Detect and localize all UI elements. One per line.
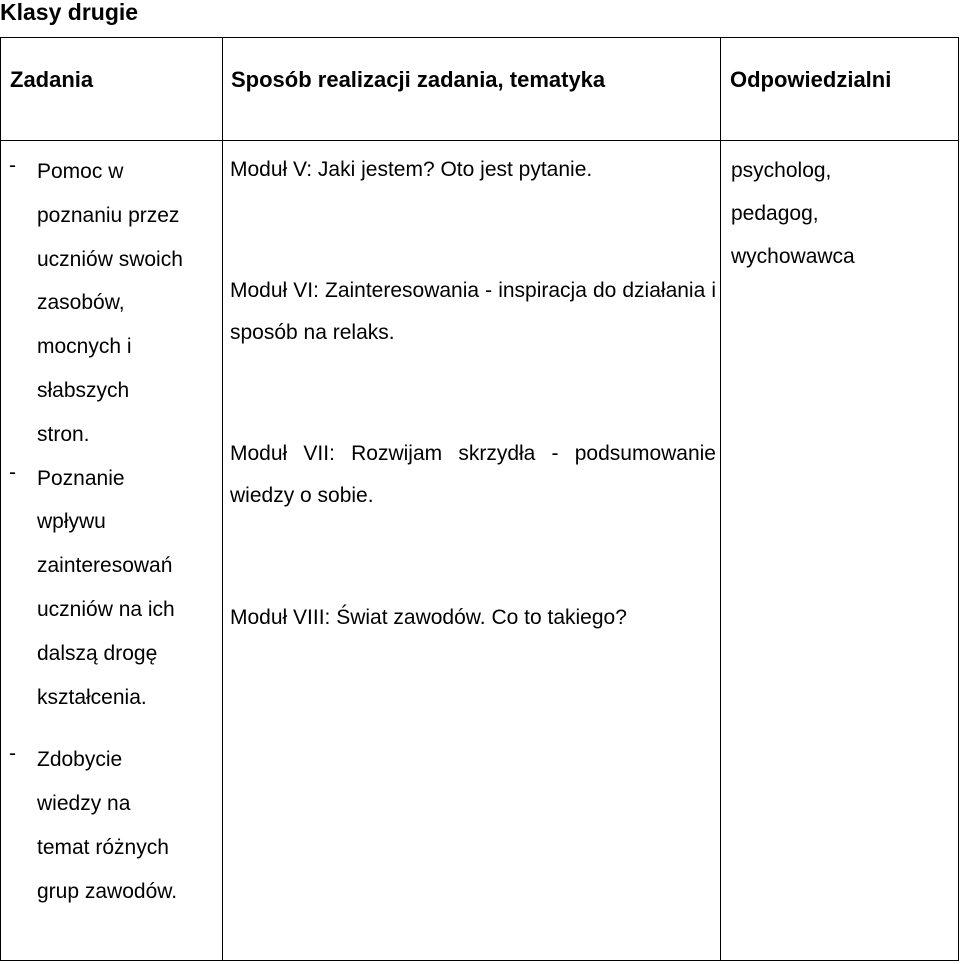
- page-title: Klasy drugie: [0, 0, 139, 25]
- task-line: Zdobycie: [37, 748, 123, 772]
- task-line: grup zawodów.: [37, 879, 178, 903]
- module-text: Moduł VI: Zainteresowania - inspiracja do działania i sposób na relaks.: [230, 279, 716, 344]
- bullet-dash: -: [9, 460, 16, 484]
- task-line: dalszą drogę: [37, 641, 158, 665]
- task-line: stron.: [37, 422, 90, 446]
- task-line: uczniów na ich: [37, 597, 175, 621]
- responsible-item: pedagog,: [731, 202, 819, 225]
- task-line: temat różnych: [37, 835, 169, 859]
- column-divider: [222, 38, 223, 960]
- task-item: [9, 150, 214, 457]
- task-line: Pomoc w: [37, 160, 124, 183]
- header-responsible: Odpowiedzialni: [730, 67, 892, 92]
- module-text: Moduł VIII: Świat zawodów. Co to takiego?: [230, 606, 627, 629]
- task-item: [9, 738, 214, 913]
- task-line: mocnych i: [37, 335, 132, 359]
- task-line: słabszych: [37, 378, 130, 402]
- task-line: zainteresowań: [37, 554, 173, 578]
- header-tasks: Zadania: [10, 67, 94, 92]
- responsible-item: psycholog,: [731, 159, 832, 182]
- module-text: Moduł V: Jaki jestem? Oto jest pytanie.: [230, 158, 593, 181]
- task-list: [9, 150, 214, 914]
- header-divider: [1, 140, 958, 141]
- responsible-item: wychowawca: [731, 245, 855, 268]
- column-divider: [720, 38, 721, 960]
- bullet-dash: -: [9, 154, 16, 177]
- header-method: Sposób realizacji zadania, tematyka: [231, 67, 606, 92]
- task-item: [9, 457, 214, 720]
- task-line: kształcenia.: [37, 685, 147, 709]
- task-line: poznaniu przez: [37, 203, 180, 227]
- task-line: wiedzy na: [37, 792, 131, 816]
- responsible-list: [731, 149, 951, 278]
- task-line: uczniów swoich: [37, 247, 183, 271]
- bullet-dash: -: [9, 742, 16, 766]
- module-text: Moduł VII: Rozwijam skrzydła - podsumowanie wiedzy o sobie.: [230, 442, 716, 507]
- task-line: zasobów,: [37, 291, 125, 315]
- task-line: Poznanie: [37, 466, 125, 490]
- plan-table: [0, 37, 959, 961]
- task-line: wpływu: [37, 510, 106, 534]
